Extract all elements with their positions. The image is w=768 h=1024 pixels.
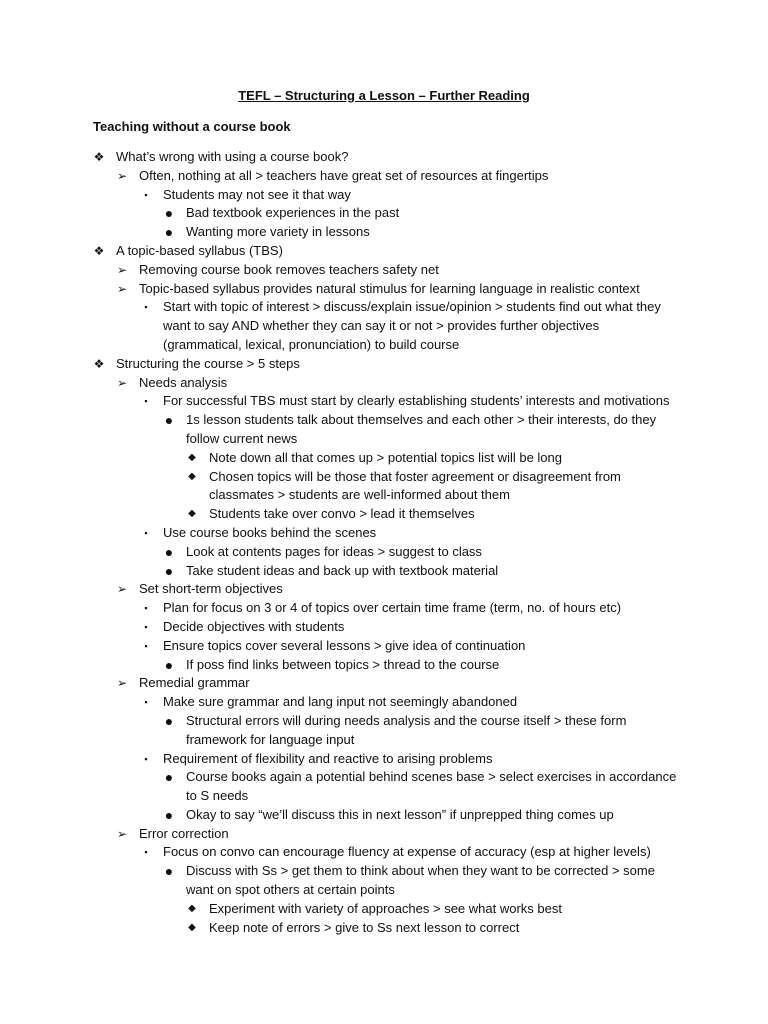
outline-item-text: Requirement of flexibility and reactive to arising problems <box>163 750 493 766</box>
outline-item-text: classmates > students are well-informed about them <box>209 487 510 503</box>
arrowhead-bullet-icon: ➢ <box>116 168 128 183</box>
outline-item-text: Bad textbook experiences in the past <box>186 205 400 221</box>
outline-item-level-1 <box>0 674 768 693</box>
outline-line-continuation <box>0 317 768 336</box>
outline-item-level-1 <box>0 580 768 599</box>
outline-item-level-4 <box>0 919 768 938</box>
outline-item-level-1 <box>0 280 768 299</box>
square-bullet-icon: ▪ <box>144 847 148 858</box>
outline-list <box>0 148 768 937</box>
outline-item-text: Make sure grammar and lang input not seemingly abandoned <box>163 694 518 710</box>
dot-bullet-icon: ● <box>164 205 174 222</box>
diamond-bullet-icon: ◆ <box>188 921 196 933</box>
outline-item-level-0 <box>0 355 768 374</box>
square-bullet-icon: ▪ <box>144 621 148 632</box>
square-bullet-icon: ▪ <box>144 697 148 708</box>
dot-bullet-icon: ● <box>164 863 174 880</box>
outline-item-text: Take student ideas and back up with textbook material <box>186 562 499 578</box>
outline-item-text: to S needs <box>186 788 249 804</box>
square-bullet-icon: ▪ <box>144 640 148 651</box>
outline-item-level-3 <box>0 862 768 881</box>
outline-item-level-3 <box>0 806 768 825</box>
outline-item-level-2 <box>0 843 768 862</box>
outline-item-level-1 <box>0 374 768 393</box>
outline-item-level-3 <box>0 411 768 430</box>
outline-item-text: want to say AND whether they can say it or not > provides further objectives <box>163 318 600 334</box>
outline-item-level-3 <box>0 712 768 731</box>
outline-item-text: want on spot others at certain points <box>186 882 395 898</box>
square-bullet-icon: ▪ <box>144 753 148 764</box>
outline-item-text: framework for language input <box>186 731 355 747</box>
outline-item-level-4 <box>0 900 768 919</box>
arrowhead-bullet-icon: ➢ <box>116 676 128 691</box>
outline-item-text: Chosen topics will be those that foster agreement or disagreement from <box>209 468 621 484</box>
outline-item-level-4 <box>0 468 768 487</box>
outline-line-continuation <box>0 486 768 505</box>
outline-item-level-3 <box>0 656 768 675</box>
outline-item-text: Structuring the course > 5 steps <box>116 355 300 371</box>
outline-item-level-0 <box>0 242 768 261</box>
outline-item-level-2 <box>0 186 768 205</box>
outline-item-text: Plan for focus on 3 or 4 of topics over certain time frame (term, no. of hours etc) <box>163 600 622 616</box>
document-title: TEFL – Structuring a Lesson – Further Reading <box>238 88 530 103</box>
outline-item-text: Removing course book removes teachers safety net <box>139 261 439 277</box>
outline-item-text: Discuss with Ss > get them to think about when they want to be corrected > some <box>186 863 655 879</box>
dot-bullet-icon: ● <box>164 806 174 823</box>
outline-item-text: Start with topic of interest > discuss/explain issue/opinion > students find out what they <box>163 299 661 315</box>
outline-item-text: Focus on convo can encourage fluency at expense of accuracy (esp at higher levels) <box>163 844 651 860</box>
outline-item-text: Wanting more variety in lessons <box>186 224 370 240</box>
outline-item-level-3 <box>0 204 768 223</box>
outline-item-text: Often, nothing at all > teachers have great set of resources at fingertips <box>139 167 549 183</box>
outline-item-text: Set short-term objectives <box>139 581 283 597</box>
outline-line-continuation <box>0 336 768 355</box>
outline-item-level-2 <box>0 637 768 656</box>
outline-item-level-4 <box>0 449 768 468</box>
outline-item-text: follow current news <box>186 430 298 446</box>
outline-item-level-4 <box>0 505 768 524</box>
outline-item-text: Keep note of errors > give to Ss next lesson to correct <box>209 919 520 935</box>
outline-item-text: Use course books behind the scenes <box>163 524 377 540</box>
outline-item-level-2 <box>0 750 768 769</box>
outline-item-level-1 <box>0 825 768 844</box>
outline-item-level-2 <box>0 524 768 543</box>
outline-item-level-2 <box>0 693 768 712</box>
outline-item-text: Decide objectives with students <box>163 618 345 634</box>
diamond-bullet-icon: ◆ <box>188 470 196 482</box>
diamond-four-bullet-icon: ❖ <box>93 356 105 371</box>
outline-item-text: If poss find links between topics > thread to the course <box>186 656 500 672</box>
diamond-four-bullet-icon: ❖ <box>93 243 105 258</box>
square-bullet-icon: ▪ <box>144 189 148 200</box>
dot-bullet-icon: ● <box>164 224 174 241</box>
diamond-four-bullet-icon: ❖ <box>93 150 105 164</box>
outline-item-text: Topic-based syllabus provides natural stimulus for learning language in realistic context <box>139 280 640 296</box>
square-bullet-icon: ▪ <box>144 396 148 407</box>
outline-item-text: Needs analysis <box>139 374 228 390</box>
outline-item-text: Students may not see it that way <box>163 186 351 202</box>
outline-item-level-3 <box>0 543 768 562</box>
outline-item-text: 1s lesson students talk about themselves and each other > their interests, do they <box>186 412 657 428</box>
outline-item-level-3 <box>0 223 768 242</box>
dot-bullet-icon: ● <box>164 562 174 579</box>
outline-item-text: Students take over convo > lead it themselves <box>209 506 475 522</box>
dot-bullet-icon: ● <box>164 412 174 429</box>
outline-line-continuation <box>0 430 768 449</box>
outline-item-level-0 <box>0 148 768 167</box>
square-bullet-icon: ▪ <box>144 302 148 313</box>
outline-item-text: A topic-based syllabus (TBS) <box>116 242 283 258</box>
dot-bullet-icon: ● <box>164 712 174 729</box>
outline-item-level-1 <box>0 167 768 186</box>
outline-item-text: For successful TBS must start by clearly establishing students’ interests and motivations <box>163 393 670 409</box>
arrowhead-bullet-icon: ➢ <box>116 375 128 390</box>
outline-item-text: Course books again a potential behind scenes base > select exercises in accordance <box>186 769 677 785</box>
arrowhead-bullet-icon: ➢ <box>116 262 128 277</box>
section-heading: Teaching without a course book <box>93 119 291 134</box>
outline-item-text: Okay to say “we’ll discuss this in next lesson” if unprepped thing comes up <box>186 806 614 822</box>
outline-item-text: Remedial grammar <box>139 675 250 691</box>
diamond-bullet-icon: ◆ <box>188 451 196 463</box>
outline-item-text: (grammatical, lexical, pronunciation) to build course <box>163 336 460 352</box>
arrowhead-bullet-icon: ➢ <box>116 281 128 296</box>
outline-item-text: Note down all that comes up > potential topics list will be long <box>209 449 562 465</box>
outline-item-level-3 <box>0 768 768 787</box>
outline-line-continuation <box>0 731 768 750</box>
arrowhead-bullet-icon: ➢ <box>116 826 128 841</box>
dot-bullet-icon: ● <box>164 543 174 560</box>
outline-item-text: What’s wrong with using a course book? <box>116 149 349 164</box>
outline-line-continuation <box>0 881 768 900</box>
dot-bullet-icon: ● <box>164 656 174 673</box>
outline-line-continuation <box>0 787 768 806</box>
diamond-bullet-icon: ◆ <box>188 902 196 914</box>
square-bullet-icon: ▪ <box>144 527 148 538</box>
outline-item-level-2 <box>0 298 768 317</box>
outline-item-level-2 <box>0 618 768 637</box>
diamond-bullet-icon: ◆ <box>188 508 196 520</box>
outline-item-level-1 <box>0 261 768 280</box>
arrowhead-bullet-icon: ➢ <box>116 582 128 597</box>
outline-item-text: Experiment with variety of approaches > see what works best <box>209 900 562 916</box>
outline-item-text: Ensure topics cover several lessons > give idea of continuation <box>163 637 526 653</box>
outline-item-text: Structural errors will during needs analysis and the course itself > these form <box>186 712 627 728</box>
outline-item-text: Error correction <box>139 825 229 841</box>
square-bullet-icon: ▪ <box>144 603 148 614</box>
outline-item-text: Look at contents pages for ideas > suggest to class <box>186 543 482 559</box>
outline-item-level-2 <box>0 392 768 411</box>
outline-item-level-2 <box>0 599 768 618</box>
dot-bullet-icon: ● <box>164 769 174 786</box>
outline-item-level-3 <box>0 562 768 581</box>
